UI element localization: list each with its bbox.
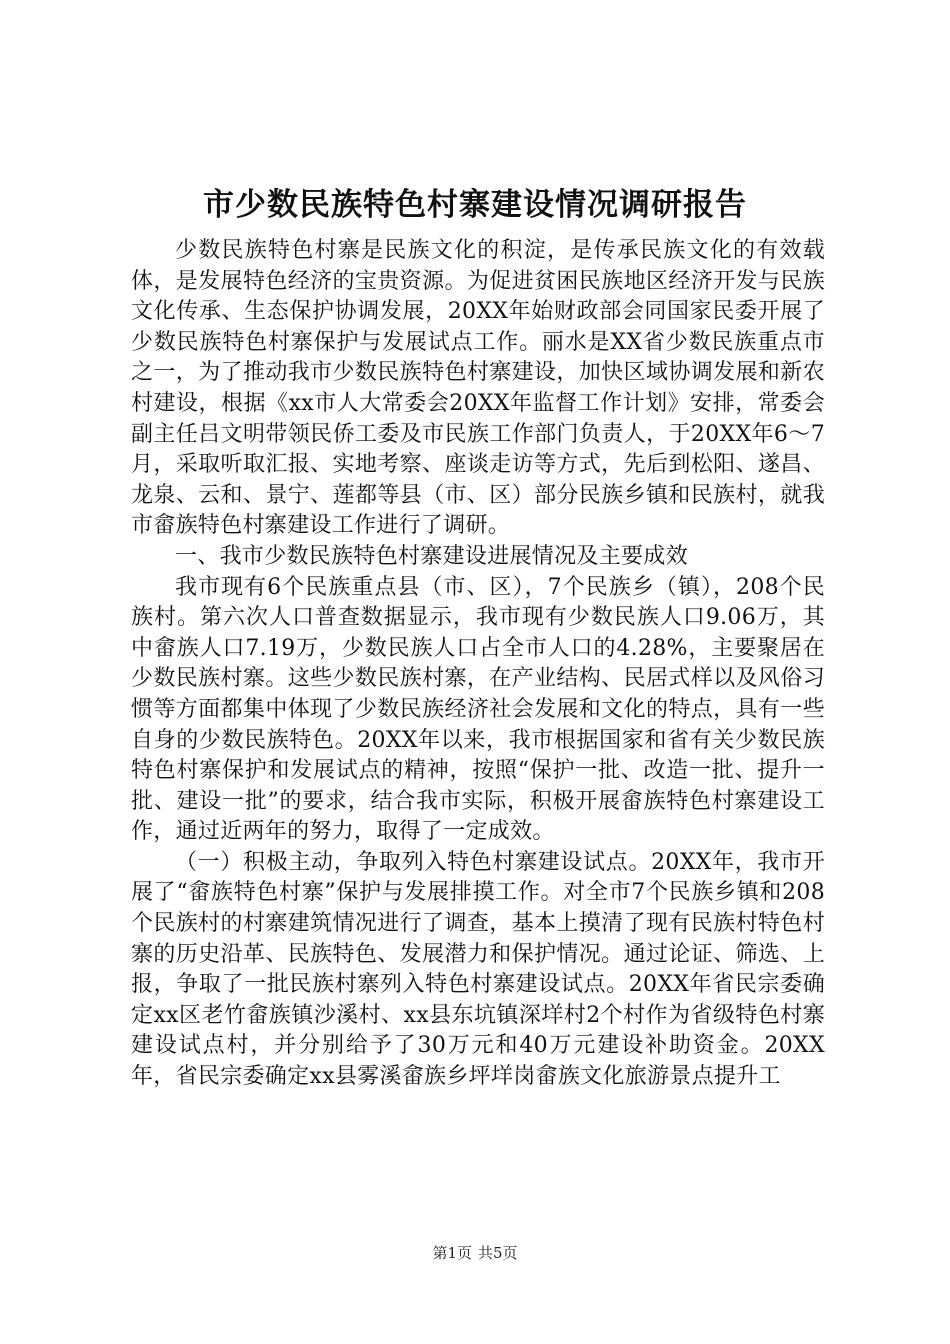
body-paragraph-subsection-1: （一）积极主动，争取列入特色村寨建设试点。20XX年，我市开展了“畲族特色村寨”保护与发展排摸工作。对全市7个民族乡镇和208个民族村的村寨建筑情况进行了调查，基本上摸清了现有民族村特色村寨的历史沿革、民族特色、发展潜力和保护情况。通过论证、筛选、上报，争取了一批民族村寨列入特色村寨建设试点。20XX年省民宗委确定xx区老竹畲族镇沙溪村、xx县东坑镇深垟村2个村作为省级特色村寨建设试点村，并分别给予了30万元和40万元建设补助资金。20XX年，省民宗委确定xx县雾溪畲族乡坪垟岗畲族文化旅游景点提升工 [131,849,825,1090]
document-body [131,236,825,1093]
body-paragraph-overview: 我市现有6个民族重点县（市、区），7个民族乡（镇），208个民族村。第六次人口普查数据显示，我市现有少数民族人口9.06万，其中畲族人口7.19万，少数民族人口占全市人口的4.28%，主要聚居在少数民族村寨。这些少数民族村寨，在产业结构、民居式样以及风俗习惯等方面都集中体现了少数民族经济社会发展和文化的特点，具有一些自身的少数民族特色。20XX年以来，我市根据国家和省有关少数民族特色村寨保护和发展试点的精神，按照“保护一批、改造一批、提升一批、建设一批”的要求，结合我市实际，积极开展畲族特色村寨建设工作，通过近两年的努力，取得了一定成效。 [131,574,825,845]
page-total: 共5页 [478,1244,518,1262]
page-number: 第1页 [432,1244,472,1262]
page-footer [0,1243,950,1263]
body-paragraph-intro: 少数民族特色村寨是民族文化的积淀，是传承民族文化的有效载体，是发展特色经济的宝贵资源。为促进贫困民族地区经济开发与民族文化传承、生态保护协调发展，20XX年始财政部会同国家民委开展了少数民族特色村寨保护与发展试点工作。丽水是XX省少数民族重点市之一，为了推动我市少数民族特色村寨建设，加快区域协调发展和新农村建设，根据《xx市人大常委会20XX年监督工作计划》安排，常委会副主任吕文明带领民侨工委及市民族工作部门负责人，于20XX年6～7月，采取听取汇报、实地考察、座谈走访等方式，先后到松阳、遂昌、龙泉、云和、景宁、莲都等县（市、区）部分民族乡镇和民族村，就我市畲族特色村寨建设工作进行了调研。 [131,238,825,539]
document-title: 市少数民族特色村寨建设情况调研报告 [203,187,747,223]
section-heading-1: 一、我市少数民族特色村寨建设进展情况及主要成效 [175,543,688,569]
